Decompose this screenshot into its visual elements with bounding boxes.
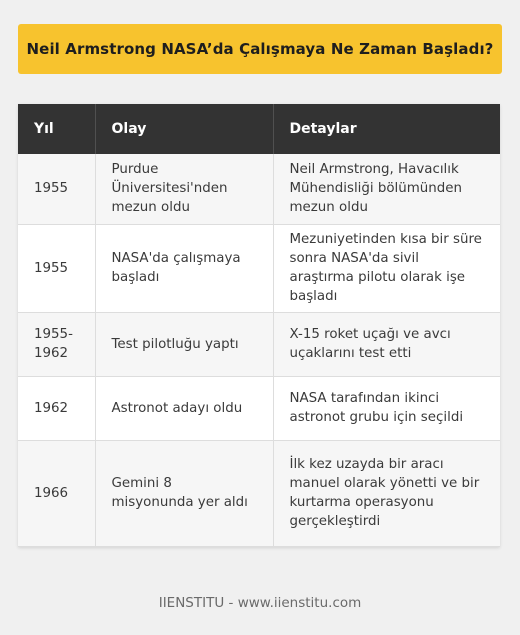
cell-year: 1962	[18, 376, 95, 440]
table-header	[18, 104, 500, 154]
cell-details: NASA tarafından ikinci astronot grubu için seçildi	[273, 376, 500, 440]
timeline-table	[18, 104, 500, 547]
table-body	[18, 154, 500, 546]
cell-event: NASA'da çalışmaya başladı	[95, 224, 273, 312]
table-header-row	[18, 104, 500, 154]
cell-year: 1966	[18, 440, 95, 546]
table-row	[18, 440, 500, 546]
cell-year: 1955	[18, 224, 95, 312]
timeline-table-container	[18, 104, 500, 547]
cell-year: 1955-1962	[18, 312, 95, 376]
cell-year: 1955	[18, 154, 95, 224]
column-header-year: Yıl	[18, 104, 95, 154]
cell-event: Purdue Üniversitesi'nden mezun oldu	[95, 154, 273, 224]
table-row	[18, 224, 500, 312]
cell-event: Test pilotluğu yaptı	[95, 312, 273, 376]
cell-event: Gemini 8 misyonunda yer aldı	[95, 440, 273, 546]
column-header-event: Olay	[95, 104, 273, 154]
cell-details: X-15 roket uçağı ve avcı uçaklarını test etti	[273, 312, 500, 376]
cell-details: İlk kez uzayda bir aracı manuel olarak yönetti ve bir kurtarma operasyonu gerçekleştirdi	[273, 440, 500, 546]
table-row	[18, 154, 500, 224]
cell-event: Astronot adayı oldu	[95, 376, 273, 440]
column-header-details: Detaylar	[273, 104, 500, 154]
page-title-text: Neil Armstrong NASA’da Çalışmaya Ne Zaman Başladı?	[26, 40, 494, 58]
footer-credit: IIENSTITU - www.iienstitu.com	[158, 595, 362, 611]
table-row	[18, 376, 500, 440]
table-row	[18, 312, 500, 376]
page-title	[18, 24, 502, 74]
cell-details: Neil Armstrong, Havacılık Mühendisliği bölümünden mezun oldu	[273, 154, 500, 224]
cell-details: Mezuniyetinden kısa bir süre sonra NASA'da sivil araştırma pilotu olarak işe başladı	[273, 224, 500, 312]
